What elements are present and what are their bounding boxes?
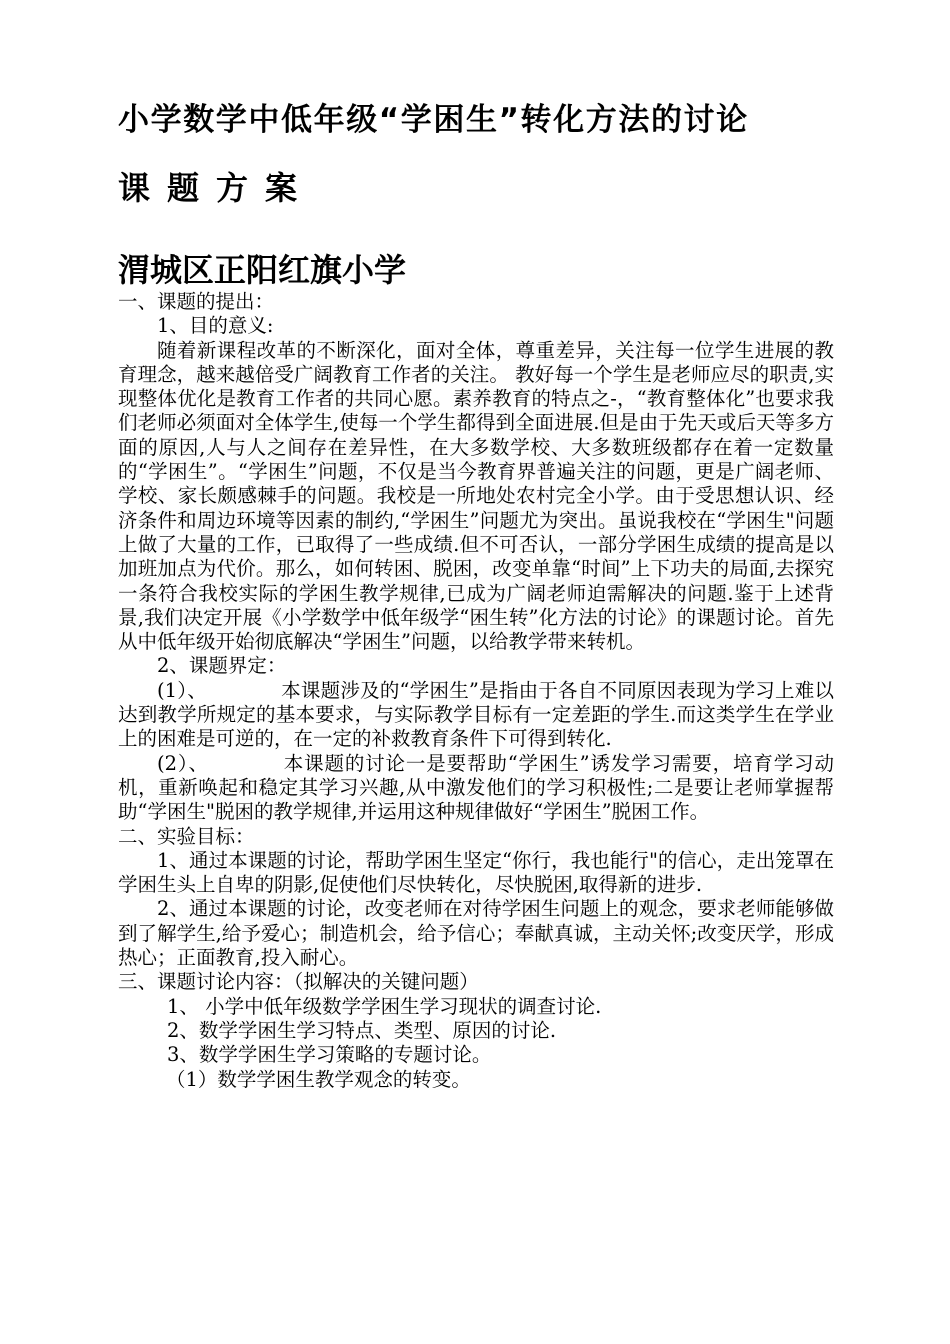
goal-item: 2、通过本课题的讨论，改变老师在对待学困生问题上的观念，要求老师能够做到了解学生,给予爱心；制造机会，给予信心；奉献真诚，主动关怀;改变厌学，形成热心；正面教育,投入耐心。	[118, 897, 834, 970]
item-text: 本课题涉及的“学困生”是指由于各自不同原因表现为学习上难以达到教学所规定的基本要求，与实际教学目标有一定差距的学生.而这类学生在学业上的困难是可逆的，在一定的补救教育条件下可得到转化.	[118, 678, 834, 751]
content-subitem: （1）数学学困生教学观念的转变。	[166, 1067, 471, 1091]
section-heading: 三、课题讨论内容：（拟解决的关键问题）	[118, 970, 479, 994]
goal-item: 1、通过本课题的讨论，帮助学困生坚定“你行，我也能行"的信心，走出笼罩在学困生头上自卑的阴影,促使他们尽快转化，尽快脱困,取得新的进步.	[118, 848, 834, 897]
section-heading: 一、课题的提出：	[118, 290, 275, 313]
school-name: 渭城区正阳红旗小学	[118, 251, 407, 289]
item-label: (1）、	[157, 678, 207, 702]
document-title: 小学数学中低年级“学困生”转化方法的讨论	[118, 102, 749, 138]
definition-item	[118, 752, 834, 825]
content-item: 2、数学学困生学习特点、类型、原因的讨论.	[167, 1018, 557, 1042]
document-subtitle: 课题方案	[118, 169, 315, 207]
subsection-heading: 2、课题界定：	[157, 654, 287, 678]
item-text: 本课题的讨论一是要帮助“学困生”诱发学习需要，培育学习动机，重新唤起和稳定其学习兴趣,从中激发他们的学习积极性;二是要让老师掌握帮助“学困生"脱困的教学规律,并运用这种规律做好“学困生”脱困工作。	[118, 751, 834, 824]
definition-item	[118, 679, 834, 752]
document-body	[118, 290, 834, 1092]
content-item: 1、 小学中低年级数学学困生学习现状的调查讨论.	[167, 994, 602, 1018]
content-item: 3、数学学困生学习策略的专题讨论。	[167, 1043, 492, 1067]
item-label: (2）、	[157, 751, 209, 775]
paragraph: 随着新课程改革的不断深化，面对全体，尊重差异，关注每一位学生进展的教育理念，越来越倍受广阔教育工作者的关注。 教好每一个学生是老师应尽的职责,实现整体优化是教育工作者的共同心愿。素养教育的特点之-，“教育整体化”也要求我们老师必须面对全体学生,使每一个学生都得到全面进展.但是由于先天或后天等多方面的原因,人与人之间存在差异性，在大多数学校、大多数班级都存在着一定数量的“学困生”。“学困生”问题，不仅是当今教育界普遍关注的问题，更是广阔老师、学校、家长颇感棘手的问题。我校是一所地处农村完全小学。由于受思想认识、经济条件和周边环境等因素的制约,“学困生”问题尤为突出。虽说我校在“学困生"问题上做了大量的工作，已取得了一些成绩.但不可否认，一部分学困生成绩的提高是以加班加点为代价。那么，如何转困、脱困，改变单靠“时间”上下功夫的局面,去探究一条符合我校实际的学困生教学规律,已成为广阔老师迫需解决的问题.鉴于上述背景,我们决定开展《小学数学中低年级学“困生转”化方法的讨论》的课题讨论。首先从中低年级开始彻底解决“学困生”问题，以给教学带来转机。	[118, 338, 834, 654]
section-heading: 二、实验目标：	[118, 824, 255, 848]
subsection-heading: 1、目的意义:	[157, 314, 274, 338]
